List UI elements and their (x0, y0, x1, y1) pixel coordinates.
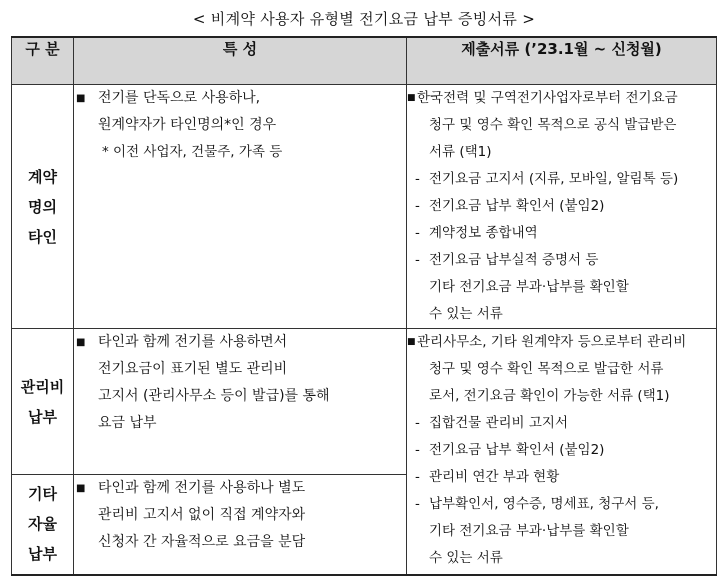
characteristics-management-fee (74, 329, 407, 475)
documents-contract-name: ■ 한국전력 및 구역전기사업자로부터 전기요금 청구 및 영수 확인 목적으로 공식 발급받은 서류 (택1) - 전기요금 고지서 (지류, 모바일, 알림톡 등) - 전기요금 납부 확인서 (붙임2) - 계약정보 종합내역 - 전기요금 납부실적 증명서 등 기타 전기요금 부과·납부를 확인할 수 있는 서류 (407, 85, 717, 329)
list-item: - 집합건물 관리비 고지서 (415, 415, 568, 431)
table-row (12, 85, 717, 329)
header-category: 구 분 (12, 37, 74, 85)
category-management-fee: 관리비 납부 (12, 329, 74, 475)
list-item: - 관리비 연간 부과 현황 (415, 469, 560, 485)
list-item: - 전기요금 고지서 (지류, 모바일, 알림톡 등) (415, 171, 679, 187)
square-bullet-icon: ■ (76, 483, 86, 494)
table-header-row (12, 37, 717, 85)
list-item: - 전기요금 납부실적 증명서 등 (415, 252, 599, 268)
footnote: * 이전 사업자, 건물주, 가족 등 (102, 144, 283, 160)
square-bullet-icon: ■ (407, 93, 416, 103)
header-characteristics: 특 성 (74, 37, 407, 85)
page-title: < 비계약 사용자 유형별 전기요금 납부 증빙서류 > (192, 10, 536, 28)
list-item: - 전기요금 납부 확인서 (붙임2) (415, 198, 605, 214)
header-required-documents: 제출서류 (’23.1월 ~ 신청월) (407, 37, 717, 85)
list-item: ■ 관리사무소, 기타 원계약자 등으로부터 관리비 (407, 329, 716, 356)
square-bullet-icon: ■ (407, 337, 416, 347)
list-item: ■ 타인과 함께 전기를 사용하나 별도 관리비 고지서 없이 직접 계약자와 신청자 간 자율적으로 요금을 분담 (74, 475, 406, 556)
list-item: - 전기요금 납부 확인서 (붙임2) (415, 442, 605, 458)
category-other-self: 기타 자율 납부 (12, 475, 74, 575)
list-item: ■ 한국전력 및 구역전기사업자로부터 전기요금 (407, 85, 716, 112)
list-item: ■ 타인과 함께 전기를 사용하면서 전기요금이 표기된 별도 관리비 고지서 (관리사무소 등이 발급)를 통해 요금 납부 (74, 329, 406, 437)
list-item: - 납부확인서, 영수증, 명세표, 청구서 등, (415, 496, 659, 512)
documents-table (11, 36, 717, 576)
category-contract-name: 계약 명의 타인 (12, 85, 74, 329)
list-item: - 계약정보 종합내역 (415, 225, 538, 241)
square-bullet-icon: ■ (76, 337, 86, 348)
characteristics-contract-name (74, 85, 407, 329)
list-item: ■ 전기를 단독으로 사용하나, 원계약자가 타인명의*인 경우 (74, 85, 406, 139)
square-bullet-icon: ■ (76, 93, 86, 104)
table-row (12, 329, 717, 475)
documents-management-fee: ■ 관리사무소, 기타 원계약자 등으로부터 관리비 청구 및 영수 확인 목적으로 발급한 서류 로서, 전기요금 확인이 가능한 서류 (택1) - 집합건물 관리비 고지서 - 전기요금 납부 확인서 (붙임2) - 관리비 연간 부과 현황 - 납부확인서, 영수증, 명세표, 청구서 등, 기타 전기요금 부과·납부를 확인할 수 있는 서류 (407, 329, 717, 575)
characteristics-other-self (74, 475, 407, 575)
